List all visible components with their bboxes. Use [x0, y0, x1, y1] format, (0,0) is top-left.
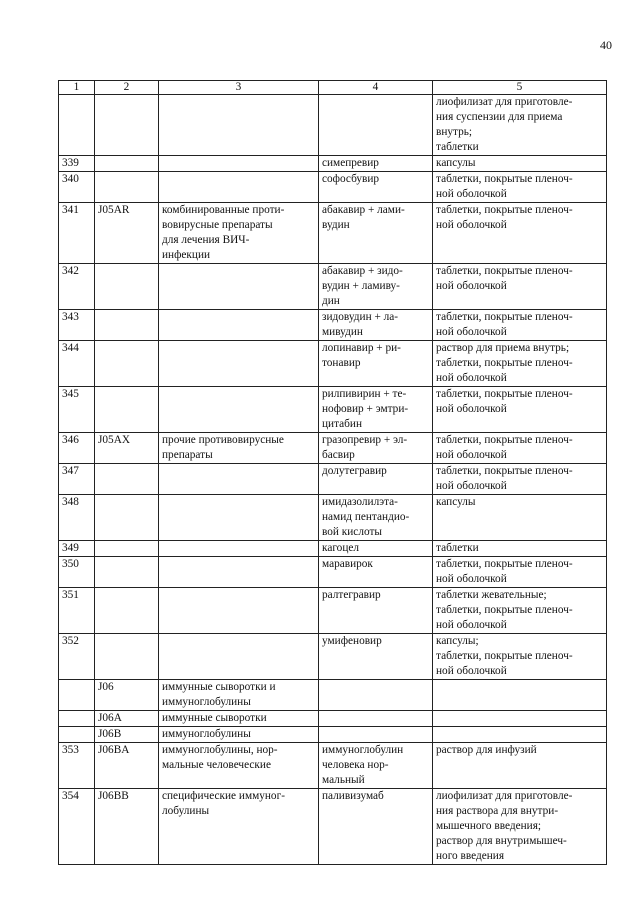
pharmacological-group-cell: иммуноглобулины, нор- мальные человеческие: [159, 743, 319, 789]
drug-name-cell: паливизумаб: [319, 789, 433, 865]
table-row: [59, 541, 607, 557]
table-row: [59, 789, 607, 865]
atc-code-cell: [95, 557, 159, 588]
header-row: [59, 81, 607, 95]
drug-name-cell: [319, 95, 433, 156]
row-number-cell: [59, 680, 95, 711]
drug-name-cell: абакавир + лами- вудин: [319, 203, 433, 264]
pharmacological-group-cell: иммуноглобулины: [159, 727, 319, 743]
row-number-cell: 352: [59, 634, 95, 680]
dosage-form-cell: [433, 680, 607, 711]
dosage-form-cell: таблетки жевательные; таблетки, покрытые пленоч- ной оболочкой: [433, 588, 607, 634]
drug-name-cell: лопинавир + ри- тонавир: [319, 341, 433, 387]
dosage-form-cell: таблетки, покрытые пленоч- ной оболочкой: [433, 387, 607, 433]
row-number-cell: 340: [59, 172, 95, 203]
table-row: [59, 387, 607, 433]
atc-code-cell: [95, 310, 159, 341]
drug-name-cell: долутегравир: [319, 464, 433, 495]
row-number-cell: 345: [59, 387, 95, 433]
table-row: [59, 588, 607, 634]
drug-name-cell: гразопревир + эл- басвир: [319, 433, 433, 464]
atc-code-cell: J06: [95, 680, 159, 711]
drug-name-cell: [319, 727, 433, 743]
pharmacological-group-cell: [159, 172, 319, 203]
column-header: 1: [59, 81, 95, 95]
row-number-cell: 344: [59, 341, 95, 387]
drug-name-cell: умифеновир: [319, 634, 433, 680]
table-row: [59, 172, 607, 203]
page-number: 40: [600, 38, 612, 52]
table-body: [59, 95, 607, 865]
pharmacological-group-cell: [159, 557, 319, 588]
drug-name-cell: абакавир + зидо- вудин + ламиву- дин: [319, 264, 433, 310]
table-row: [59, 464, 607, 495]
dosage-form-cell: [433, 711, 607, 727]
row-number-cell: 342: [59, 264, 95, 310]
atc-code-cell: [95, 464, 159, 495]
dosage-form-cell: лиофилизат для приготовле- ния раствора для внутри- мышечного введения; раствор для внутримышеч- ного введения: [433, 789, 607, 865]
table-row: [59, 495, 607, 541]
row-number-cell: 348: [59, 495, 95, 541]
atc-code-cell: [95, 387, 159, 433]
drug-name-cell: ралтегравир: [319, 588, 433, 634]
dosage-form-cell: таблетки: [433, 541, 607, 557]
row-number-cell: 347: [59, 464, 95, 495]
row-number-cell: [59, 95, 95, 156]
dosage-form-cell: раствор для инфузий: [433, 743, 607, 789]
pharmacological-group-cell: [159, 341, 319, 387]
row-number-cell: 350: [59, 557, 95, 588]
table-row: [59, 727, 607, 743]
column-header: 5: [433, 81, 607, 95]
atc-code-cell: J05AX: [95, 433, 159, 464]
row-number-cell: 341: [59, 203, 95, 264]
atc-code-cell: J06BB: [95, 789, 159, 865]
dosage-form-cell: капсулы: [433, 495, 607, 541]
dosage-form-cell: таблетки, покрытые пленоч- ной оболочкой: [433, 172, 607, 203]
dosage-form-cell: таблетки, покрытые пленоч- ной оболочкой: [433, 203, 607, 264]
table-row: [59, 634, 607, 680]
column-header: 2: [95, 81, 159, 95]
dosage-form-cell: таблетки, покрытые пленоч- ной оболочкой: [433, 464, 607, 495]
row-number-cell: 343: [59, 310, 95, 341]
row-number-cell: 351: [59, 588, 95, 634]
pharmacological-group-cell: [159, 264, 319, 310]
drug-name-cell: имидазолилэта- намид пентандио- вой кислоты: [319, 495, 433, 541]
atc-code-cell: [95, 634, 159, 680]
pharmacological-group-cell: [159, 495, 319, 541]
atc-code-cell: [95, 264, 159, 310]
row-number-cell: [59, 727, 95, 743]
row-number-cell: 349: [59, 541, 95, 557]
drug-name-cell: зидовудин + ла- мивудин: [319, 310, 433, 341]
dosage-form-cell: капсулы; таблетки, покрытые пленоч- ной оболочкой: [433, 634, 607, 680]
atc-code-cell: J06B: [95, 727, 159, 743]
column-header: 3: [159, 81, 319, 95]
dosage-form-cell: таблетки, покрытые пленоч- ной оболочкой: [433, 310, 607, 341]
drug-name-cell: маравирок: [319, 557, 433, 588]
atc-code-cell: [95, 172, 159, 203]
dosage-form-cell: таблетки, покрытые пленоч- ной оболочкой: [433, 264, 607, 310]
atc-code-cell: [95, 341, 159, 387]
dosage-form-cell: капсулы: [433, 156, 607, 172]
dosage-form-cell: лиофилизат для приготовле- ния суспензии для приема внутрь; таблетки: [433, 95, 607, 156]
row-number-cell: 353: [59, 743, 95, 789]
atc-code-cell: [95, 95, 159, 156]
pharmacological-group-cell: специфические иммуног- лобулины: [159, 789, 319, 865]
atc-code-cell: J06A: [95, 711, 159, 727]
row-number-cell: 354: [59, 789, 95, 865]
table-row: [59, 743, 607, 789]
drug-name-cell: иммуноглобулин человека нор- мальный: [319, 743, 433, 789]
pharmacological-group-cell: [159, 156, 319, 172]
atc-code-cell: [95, 588, 159, 634]
drug-name-cell: [319, 711, 433, 727]
drug-name-cell: рилпивирин + те- нофовир + эмтри- цитабин: [319, 387, 433, 433]
pharmacological-group-cell: [159, 464, 319, 495]
atc-code-cell: J06BA: [95, 743, 159, 789]
pharmacological-group-cell: [159, 95, 319, 156]
dosage-form-cell: таблетки, покрытые пленоч- ной оболочкой: [433, 557, 607, 588]
row-number-cell: 346: [59, 433, 95, 464]
drug-name-cell: кагоцел: [319, 541, 433, 557]
table-row: [59, 711, 607, 727]
row-number-cell: [59, 711, 95, 727]
pharmacological-group-cell: [159, 588, 319, 634]
atc-code-cell: [95, 541, 159, 557]
dosage-form-cell: таблетки, покрытые пленоч- ной оболочкой: [433, 433, 607, 464]
dosage-form-cell: раствор для приема внутрь; таблетки, покрытые пленоч- ной оболочкой: [433, 341, 607, 387]
pharmacological-group-cell: [159, 634, 319, 680]
atc-code-cell: [95, 495, 159, 541]
pharmacological-group-cell: иммунные сыворотки: [159, 711, 319, 727]
table-row: [59, 680, 607, 711]
table-row: [59, 310, 607, 341]
atc-code-cell: J05AR: [95, 203, 159, 264]
drug-name-cell: [319, 680, 433, 711]
table-row: [59, 156, 607, 172]
row-number-cell: 339: [59, 156, 95, 172]
drug-name-cell: симепревир: [319, 156, 433, 172]
pharmacological-group-cell: [159, 541, 319, 557]
pharmacological-group-cell: [159, 310, 319, 341]
table-row: [59, 203, 607, 264]
pharmacological-group-cell: прочие противовирусные препараты: [159, 433, 319, 464]
atc-code-cell: [95, 156, 159, 172]
table-row: [59, 264, 607, 310]
table-row: [59, 95, 607, 156]
drug-table: [58, 80, 607, 865]
table-row: [59, 557, 607, 588]
pharmacological-group-cell: [159, 387, 319, 433]
drug-name-cell: софосбувир: [319, 172, 433, 203]
dosage-form-cell: [433, 727, 607, 743]
table-row: [59, 341, 607, 387]
table-row: [59, 433, 607, 464]
pharmacological-group-cell: иммунные сыворотки и иммуноглобулины: [159, 680, 319, 711]
column-header: 4: [319, 81, 433, 95]
pharmacological-group-cell: комбинированные проти- вовирусные препараты для лечения ВИЧ- инфекции: [159, 203, 319, 264]
